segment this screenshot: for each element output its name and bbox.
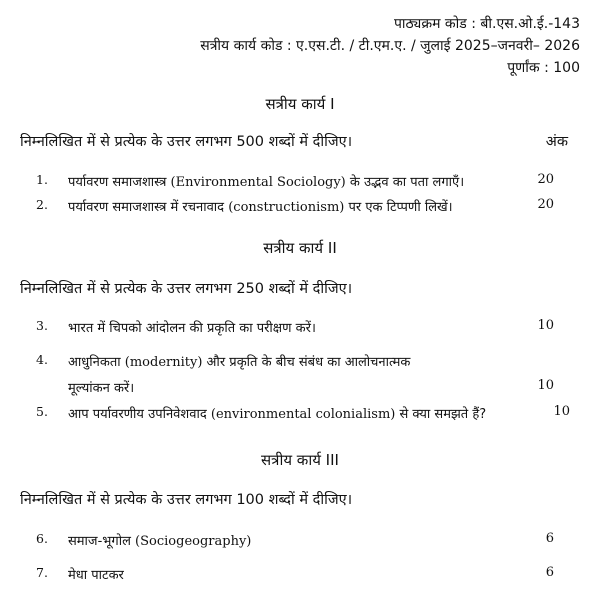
question-text: समाज-भूगोल (Sociogeography) [68, 534, 252, 549]
question-marks: 6 [545, 565, 554, 580]
max-marks: पूर्णांक : 100 [507, 60, 580, 76]
question-marks: 6 [545, 531, 554, 546]
section-instruction-1: निम्नलिखित में से प्रत्येक के उत्तर लगभग 500 शब्दों में दीजिए। [20, 134, 353, 150]
section-instruction-3: निम्नलिखित में से प्रत्येक के उत्तर लगभग 100 शब्दों में दीजिए। [20, 492, 353, 508]
question-marks: 10 [553, 404, 570, 419]
question-number: 5. [36, 404, 48, 419]
question-text: पर्यावरण समाजशास्त्र में रचनावाद (constructionism) पर एक टिप्पणी लिखें। [68, 200, 453, 215]
question-number: 6. [36, 531, 48, 546]
question-text: पर्यावरण समाजशास्त्र (Environmental Sociology) के उद्भव का पता लगाएँ। [68, 175, 465, 190]
question-number: 2. [36, 197, 48, 212]
assignment-code: सत्रीय कार्य कोड : ए.एस.टी. / टी.एम.ए. / जुलाई 2025–जनवरी– 2026 [200, 38, 580, 54]
question-number: 4. [36, 352, 48, 367]
question-text: भारत में चिपको आंदोलन की प्रकृति का परीक्षण करें। [68, 321, 316, 336]
question-marks: 10 [537, 378, 554, 393]
course-code: पाठ्यक्रम कोड : बी.एस.ओ.ई.-143 [393, 16, 580, 32]
section-title-1: सत्रीय कार्य I [265, 95, 335, 113]
question-number: 7. [36, 565, 48, 580]
question-number: 3. [36, 318, 48, 333]
question-text: मेधा पाटकर [68, 568, 124, 583]
question-text-line2: मूल्यांकन करें। [68, 381, 135, 396]
question-number: 1. [36, 172, 48, 187]
question-marks: 10 [537, 318, 554, 333]
marks-column-header: अंक [545, 134, 568, 150]
section-title-2: सत्रीय कार्य II [263, 239, 337, 257]
question-text: आधुनिकता (modernity) और प्रकृति के बीच संबंध का आलोचनात्मक [68, 355, 411, 370]
question-marks: 20 [537, 172, 554, 187]
question-marks: 20 [537, 197, 554, 212]
question-text: आप पर्यावरणीय उपनिवेशवाद (environmental colonialism) से क्या समझते हैं? [68, 407, 487, 422]
section-title-3: सत्रीय कार्य III [261, 451, 339, 469]
section-instruction-2: निम्नलिखित में से प्रत्येक के उत्तर लगभग 250 शब्दों में दीजिए। [20, 281, 353, 297]
